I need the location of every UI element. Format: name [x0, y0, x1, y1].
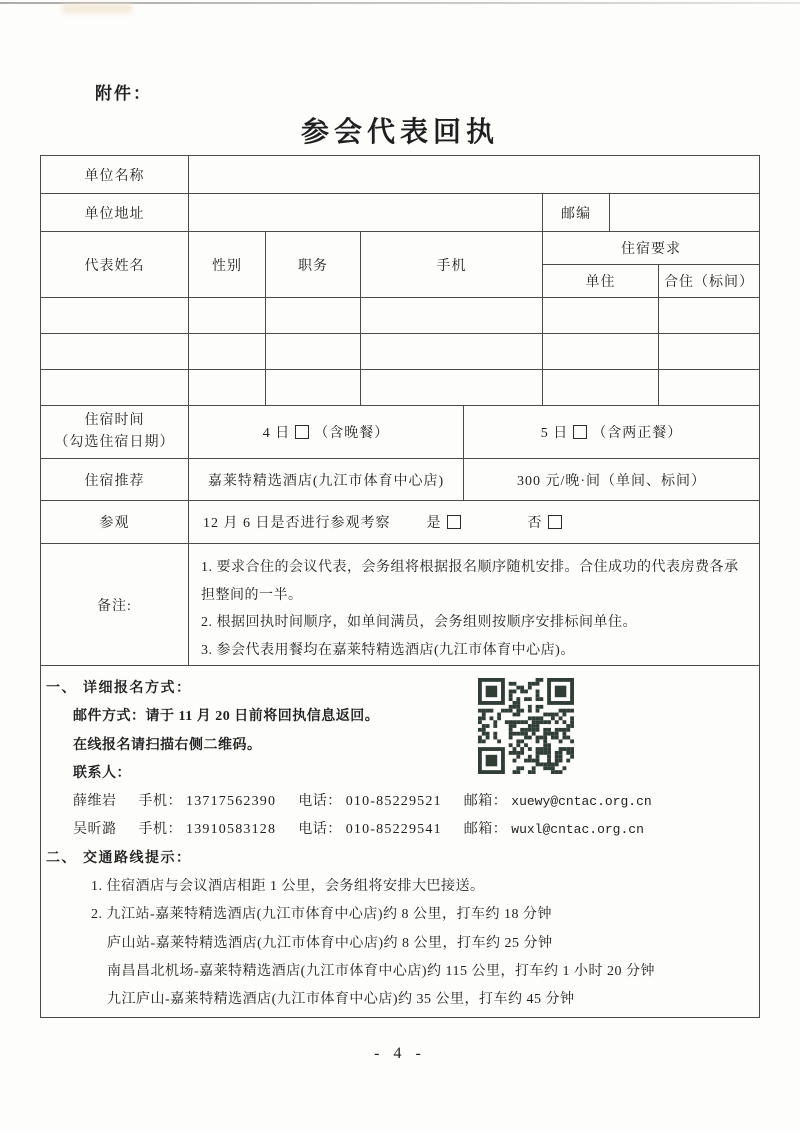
delegate-gender-field[interactable]	[188, 370, 265, 405]
stay-time-label-line1: 住宿时间	[84, 413, 145, 428]
contact-email-label: 邮箱：	[463, 822, 508, 838]
remarks-label: 备注:	[97, 598, 132, 614]
table-row-unit-name	[41, 156, 759, 194]
transport-item: 南昌昌北机场-嘉莱特精选酒店(九江市体育中心店)约 115 公里，打车约 1 小时 20 分钟	[107, 963, 655, 979]
postal-code-field[interactable]	[609, 194, 759, 231]
delegate-name-field[interactable]	[41, 370, 188, 405]
contact-tel-label: 电话：	[298, 822, 342, 838]
delegate-single-field[interactable]	[542, 370, 658, 405]
stay-option-day5-text: 5 日	[540, 426, 569, 441]
delegate-mobile-field[interactable]	[360, 334, 542, 369]
contact-name: 吴昕潞	[73, 822, 117, 838]
delegate-shared-field[interactable]	[658, 298, 759, 333]
contact-email-label: 邮箱：	[463, 794, 508, 810]
accommodation-subheader	[543, 265, 759, 297]
stay-option-day5-note: （含两正餐）	[592, 426, 683, 441]
header-position: 职务	[265, 232, 360, 297]
table-row-remarks	[41, 544, 759, 666]
transport-section-heading	[41, 845, 759, 873]
stay-option-day5	[463, 406, 759, 458]
qr-code	[478, 678, 574, 774]
transport-item: 九江庐山-嘉莱特精选酒店(九江市体育中心店)约 35 公里，打车约 45 分钟	[107, 992, 575, 1008]
registration-online-line: 在线报名请扫描右侧二维码。	[73, 737, 262, 753]
stay-time-label	[41, 406, 188, 458]
section-number: 二、	[46, 850, 77, 866]
contact-row	[41, 788, 759, 816]
hotel-label: 住宿推荐	[84, 473, 145, 489]
remarks-item: 1. 要求合住的会议代表，会务组将根据报名顺序随机安排。合住成功的代表房费各承担整间的一半。	[201, 560, 739, 603]
section-number: 一、	[46, 681, 77, 696]
contact-mobile: 13910583128	[186, 822, 277, 838]
registration-section-heading	[41, 675, 759, 703]
unit-address-label: 单位地址	[84, 206, 145, 222]
stay-option-day4	[188, 406, 463, 458]
transport-item: 1. 住宿酒店与会议酒店相距 1 公里，会务组将安排大巴接送。	[91, 879, 485, 895]
contact-mobile-label: 手机：	[138, 822, 182, 838]
contact-name: 薛维岩	[73, 794, 117, 810]
visit-label: 参观	[99, 516, 130, 531]
stay-option-day4-note: （含晚餐）	[314, 426, 390, 441]
hotel-price: 300 元/晚·间（单间、标间）	[463, 459, 759, 500]
contact-row	[41, 816, 759, 844]
header-single-room: 单住	[543, 265, 659, 297]
contact-email: wuxl@cntac.org.cn	[511, 822, 644, 838]
visit-question: 12 月 6 日是否进行参观考察	[203, 516, 391, 531]
visit-question-cell	[188, 501, 759, 543]
transport-item: 2. 九江站-嘉莱特精选酒店(九江市体育中心店)约 8 公里，打车约 18 分钟	[91, 907, 552, 923]
header-gender: 性别	[188, 232, 265, 297]
header-accommodation: 住宿要求	[543, 232, 759, 265]
registration-form-table	[40, 155, 760, 1018]
transport-item: 庐山站-嘉莱特精选酒店(九江市体育中心店)约 8 公里，打车约 25 分钟	[107, 935, 553, 951]
table-row-hotel	[41, 459, 759, 501]
page-number: - 4 -	[374, 1045, 426, 1062]
hotel-name: 嘉莱特精选酒店(九江市体育中心店)	[188, 459, 463, 500]
delegate-gender-field[interactable]	[188, 334, 265, 369]
remarks-item: 2. 根据回执时间顺序，如单间满员，会务组则按顺序安排标间单住。	[201, 615, 637, 630]
table-row-unit-address	[41, 194, 759, 232]
delegate-mobile-field[interactable]	[360, 370, 542, 405]
unit-name-field[interactable]	[188, 156, 759, 193]
attachment-label: 附件：	[95, 84, 152, 103]
delegate-row-1	[41, 298, 759, 334]
scan-artifact-smudge	[62, 4, 132, 13]
contact-email: xuewy@cntac.org.cn	[511, 794, 652, 810]
page-title: 参会代表回执	[300, 117, 499, 148]
delegate-gender-field[interactable]	[188, 298, 265, 333]
registration-contacts-line: 联系人：	[73, 765, 131, 781]
remarks-content	[188, 544, 759, 665]
delegate-mobile-field[interactable]	[360, 298, 542, 333]
unit-address-field[interactable]	[188, 194, 542, 231]
contact-mobile-label: 手机：	[138, 794, 182, 810]
section-title: 详细报名方式：	[83, 681, 192, 696]
delegate-name-field[interactable]	[41, 334, 188, 369]
delegate-position-field[interactable]	[265, 298, 360, 333]
header-accommodation-group	[542, 232, 759, 297]
contact-mobile: 13717562390	[186, 794, 277, 810]
stay-time-label-line2: （勾选住宿日期）	[54, 435, 175, 450]
table-header-row	[41, 232, 759, 298]
delegate-name-field[interactable]	[41, 298, 188, 333]
registration-email-line: 邮件方式：请于 11 月 20 日前将回执信息返回。	[73, 709, 380, 725]
notes-section	[41, 666, 759, 1017]
checkbox-visit-no[interactable]	[548, 515, 562, 529]
contact-tel-label: 电话：	[298, 794, 342, 810]
delegate-position-field[interactable]	[265, 370, 360, 405]
delegate-single-field[interactable]	[542, 334, 658, 369]
visit-yes-label: 是	[426, 516, 442, 531]
delegate-shared-field[interactable]	[658, 334, 759, 369]
delegate-position-field[interactable]	[265, 334, 360, 369]
delegate-single-field[interactable]	[542, 298, 658, 333]
delegate-shared-field[interactable]	[658, 370, 759, 405]
checkbox-visit-yes[interactable]	[447, 515, 461, 529]
unit-name-label: 单位名称	[84, 168, 145, 184]
header-shared-room: 合住（标间）	[664, 275, 754, 290]
delegate-row-3	[41, 370, 759, 406]
checkbox-day4[interactable]	[295, 425, 309, 439]
table-row-stay-time	[41, 406, 759, 459]
header-name: 代表姓名	[84, 258, 145, 274]
visit-no-label: 否	[527, 516, 543, 531]
contact-tel: 010-85229521	[345, 794, 442, 810]
delegate-row-2	[41, 334, 759, 370]
section-title: 交通路线提示：	[83, 850, 192, 866]
postal-code-label: 邮编	[542, 194, 609, 231]
header-mobile: 手机	[360, 232, 542, 297]
table-row-visit	[41, 501, 759, 544]
remarks-item: 3. 参会代表用餐均在嘉莱特精选酒店(九江市体育中心店)。	[201, 642, 575, 658]
checkbox-day5[interactable]	[573, 425, 587, 439]
stay-option-day4-text: 4 日	[262, 426, 291, 441]
contact-tel: 010-85229541	[345, 822, 442, 838]
